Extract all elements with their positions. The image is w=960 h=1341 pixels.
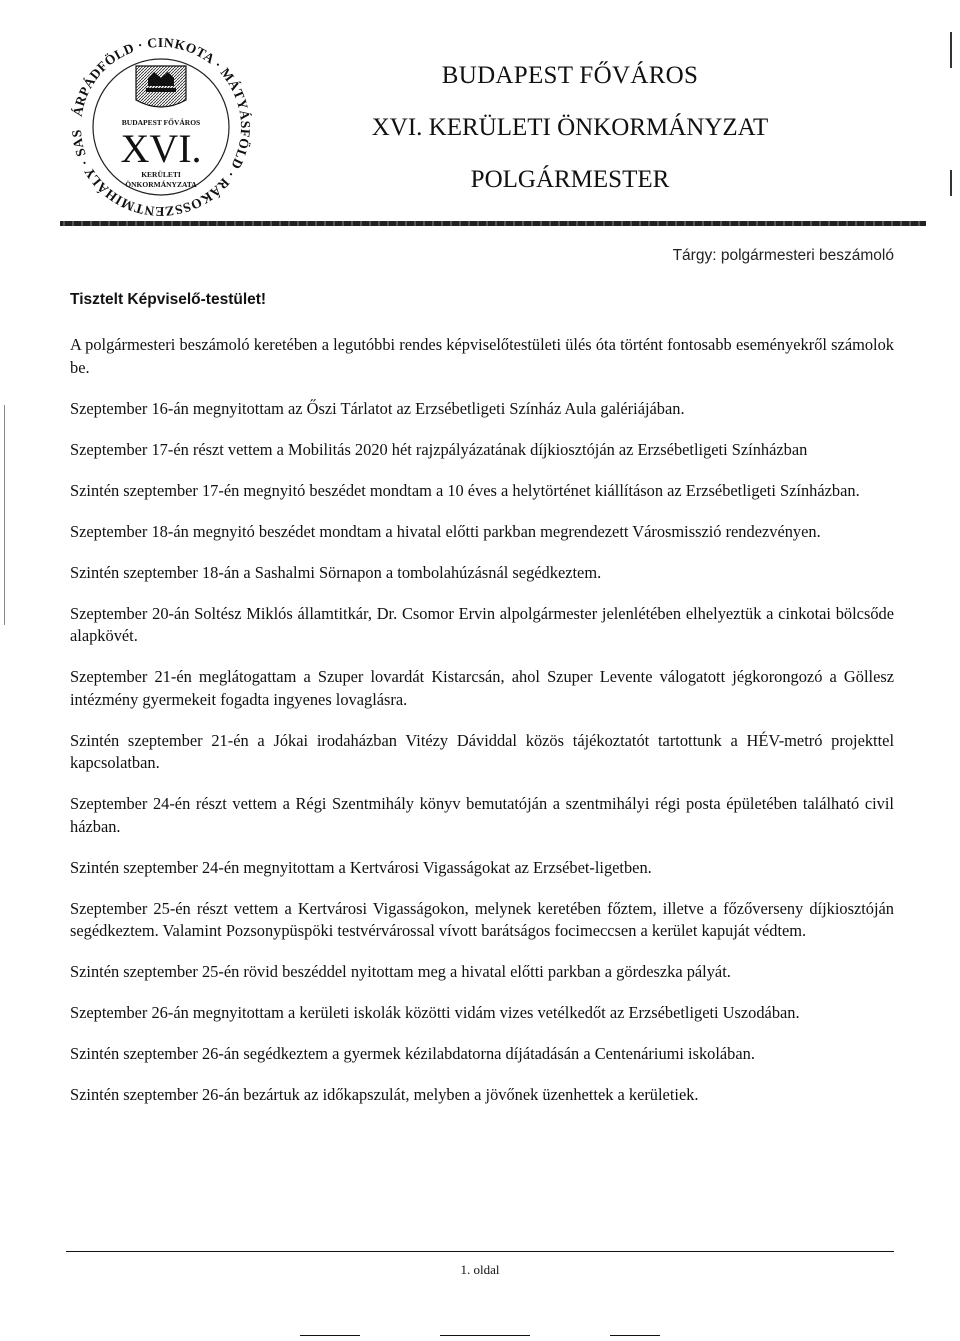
paragraph: Szeptember 24-én részt vettem a Régi Szentmihály könyv bemutatóján a szentmihályi régi posta épületében található civil házban. <box>70 794 894 836</box>
paragraph: Szintén szeptember 18-án a Sashalmi Sörnapon a tombolahúzásnál segédkeztem. <box>70 562 602 582</box>
paragraph: Szeptember 21-én meglátogattam a Szuper lovardát Kistarcsán, ahol Szuper Levente válogatott jégkorongozó a Göllesz intézmény gyermekeit fogadta ingyenes lovaglásra. <box>70 667 894 709</box>
report-body <box>70 334 894 1125</box>
header-title-city: BUDAPEST FŐVÁROS <box>441 62 699 89</box>
paragraph: Szeptember 18-án megnyitó beszédet mondtam a hivatal előtti parkban megrendezett Városmisszió rendezvényen. <box>70 521 821 541</box>
scan-edge-mark <box>610 1335 660 1336</box>
paragraph: Szintén szeptember 24-én megnyitottam a Kertvárosi Vigasságokat az Erzsébet-ligetben. <box>70 857 652 877</box>
scan-edge-mark <box>950 32 952 68</box>
header-divider <box>60 221 926 226</box>
footer-divider <box>66 1251 894 1252</box>
page-number: 1. oldal <box>460 1262 500 1277</box>
scan-edge-mark <box>300 1335 360 1336</box>
subject-line: Tárgy: polgármesteri beszámoló <box>672 247 894 264</box>
paragraph: Szintén szeptember 25-én rövid beszéddel nyitottam meg a hivatal előtti parkban a gördeszka pályát. <box>70 962 731 981</box>
district-seal <box>66 32 256 222</box>
paragraph: A polgármesteri beszámoló keretében a legutóbbi rendes képviselőtestületi ülés óta történt fontosabb eseményekről számolok be. <box>70 335 894 377</box>
paragraph: Szeptember 25-én részt vettem a Kertvárosi Vigasságokon, melynek keretében főztem, illetve a főzőverseny díjkiosztóján segédkeztem. Valamint Pozsonypüspöki testvérvárossal vívott barátságos focimeccsen a kerület kapuját védtem. <box>70 898 894 940</box>
paragraph: Szeptember 17-én részt vettem a Mobilitás 2020 hét rajzpályázatának díjkiosztóján az Erzsébetligeti Színházban <box>70 439 808 459</box>
paragraph: Szeptember 26-án megnyitottam a kerületi iskolák közötti vidám vizes vetélkedőt az Erzsébetligeti Uszodában. <box>70 1003 800 1022</box>
shield-icon <box>136 66 186 107</box>
scan-edge-mark <box>950 170 952 196</box>
paragraph: Szintén szeptember 26-án segédkeztem a gyermek kézilabdatorna díjátadásán a Centenáriumi iskolában. <box>70 1044 755 1063</box>
paragraph: Szeptember 16-án megnyitottam az Őszi Tárlatot az Erzsébetligeti Színház Aula galériájában. <box>70 398 685 418</box>
paragraph: Szintén szeptember 21-én a Jókai irodaházban Vitézy Dáviddal közös tájékoztatót tartottunk a HÉV-metró projekttel kapcsolatban. <box>70 730 894 772</box>
scan-edge-mark <box>4 405 5 625</box>
paragraph: Szeptember 20-án Soltész Miklós államtitkár, Dr. Csomor Ervin alpolgármester jelenlétében elhelyeztük a cinkotai bölcsőde alapkövét. <box>70 603 894 645</box>
seal-line3: KERÜLETI <box>141 170 181 179</box>
seal-line4: ÖNKORMÁNYZATA <box>125 180 197 189</box>
header-title-district: XVI. KERÜLETI ÖNKORMÁNYZAT <box>371 114 769 141</box>
seal-ring-text: ÁRPÁDFÖLD · CINKOTA · MÁTYÁSFÖLD · RÁKOSSZENTMIHÁLY · SAS <box>68 34 254 220</box>
salutation: Tisztelt Képviselő-testület! <box>70 291 267 308</box>
scan-edge-mark <box>440 1335 530 1336</box>
paragraph: Szintén szeptember 17-én megnyitó beszédet mondtam a 10 éves a helytörténet kiállításon az Erzsébetligeti Színházban. <box>70 480 860 500</box>
paragraph: Szintén szeptember 26-án bezártuk az időkapszulát, melyben a jövőnek üzenhettek a kerületiek. <box>70 1085 699 1104</box>
seal-graphic <box>66 32 256 222</box>
seal-line2: XVI. <box>120 126 202 171</box>
letterhead <box>340 62 800 194</box>
header-title-office: POLGÁRMESTER <box>470 166 670 193</box>
seal-line1: BUDAPEST FŐVÁROS <box>121 118 201 127</box>
